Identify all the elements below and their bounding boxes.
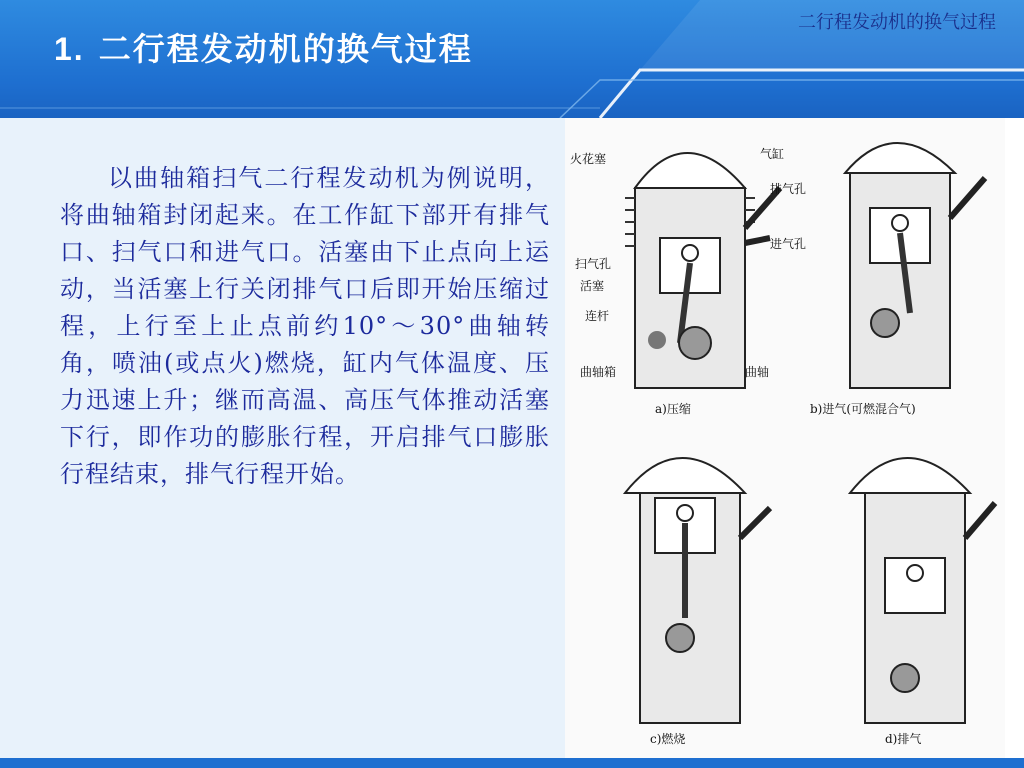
label-crankcase: 曲轴箱 [580, 365, 617, 379]
title-text: 二行程发动机的换气过程 [98, 30, 473, 68]
title-number: 1. [54, 31, 85, 67]
engine-a [570, 146, 806, 416]
label-intake-port: 进气孔 [770, 237, 807, 251]
label-crankshaft: 曲轴 [745, 365, 770, 379]
engine-b [810, 143, 985, 416]
engine-c [625, 458, 770, 746]
caption-d: d)排气 [885, 732, 922, 746]
caption-c: c)燃烧 [650, 732, 686, 746]
label-scavenge-port: 扫气孔 [575, 257, 612, 271]
engine-d [850, 458, 995, 746]
body-paragraph: 以曲轴箱扫气二行程发动机为例说明，将曲轴箱封闭起来。在工作缸下部开有排气口、扫气口和进气口。活塞由下止点向上运动，当活塞上行关闭排气口后即开始压缩过程，上行至上止点前约10°～30°曲轴转角，喷油(或点火)燃烧，缸内气体温度、压力迅速上升；继而高温、高压气体推动活塞下行，即作功的膨胀行程，开启排气口膨胀行程结束，排气行程开始。 [60, 164, 550, 488]
two-stroke-diagram [565, 118, 1005, 760]
bottom-bar [0, 758, 1024, 768]
caption-a: a)压缩 [655, 402, 691, 416]
corner-topic-label: 二行程发动机的换气过程 [798, 12, 996, 33]
slide-header [0, 0, 1024, 118]
label-connecting-rod: 连杆 [585, 309, 610, 323]
label-spark-plug: 火花塞 [570, 152, 607, 166]
page-title [54, 24, 473, 70]
caption-b: b)进气(可燃混合气) [810, 402, 916, 416]
body-text [60, 160, 550, 493]
engine-figure [565, 118, 1005, 760]
label-cylinder: 气缸 [760, 147, 785, 161]
label-piston: 活塞 [580, 279, 605, 293]
label-exhaust-port: 排气孔 [770, 182, 807, 196]
